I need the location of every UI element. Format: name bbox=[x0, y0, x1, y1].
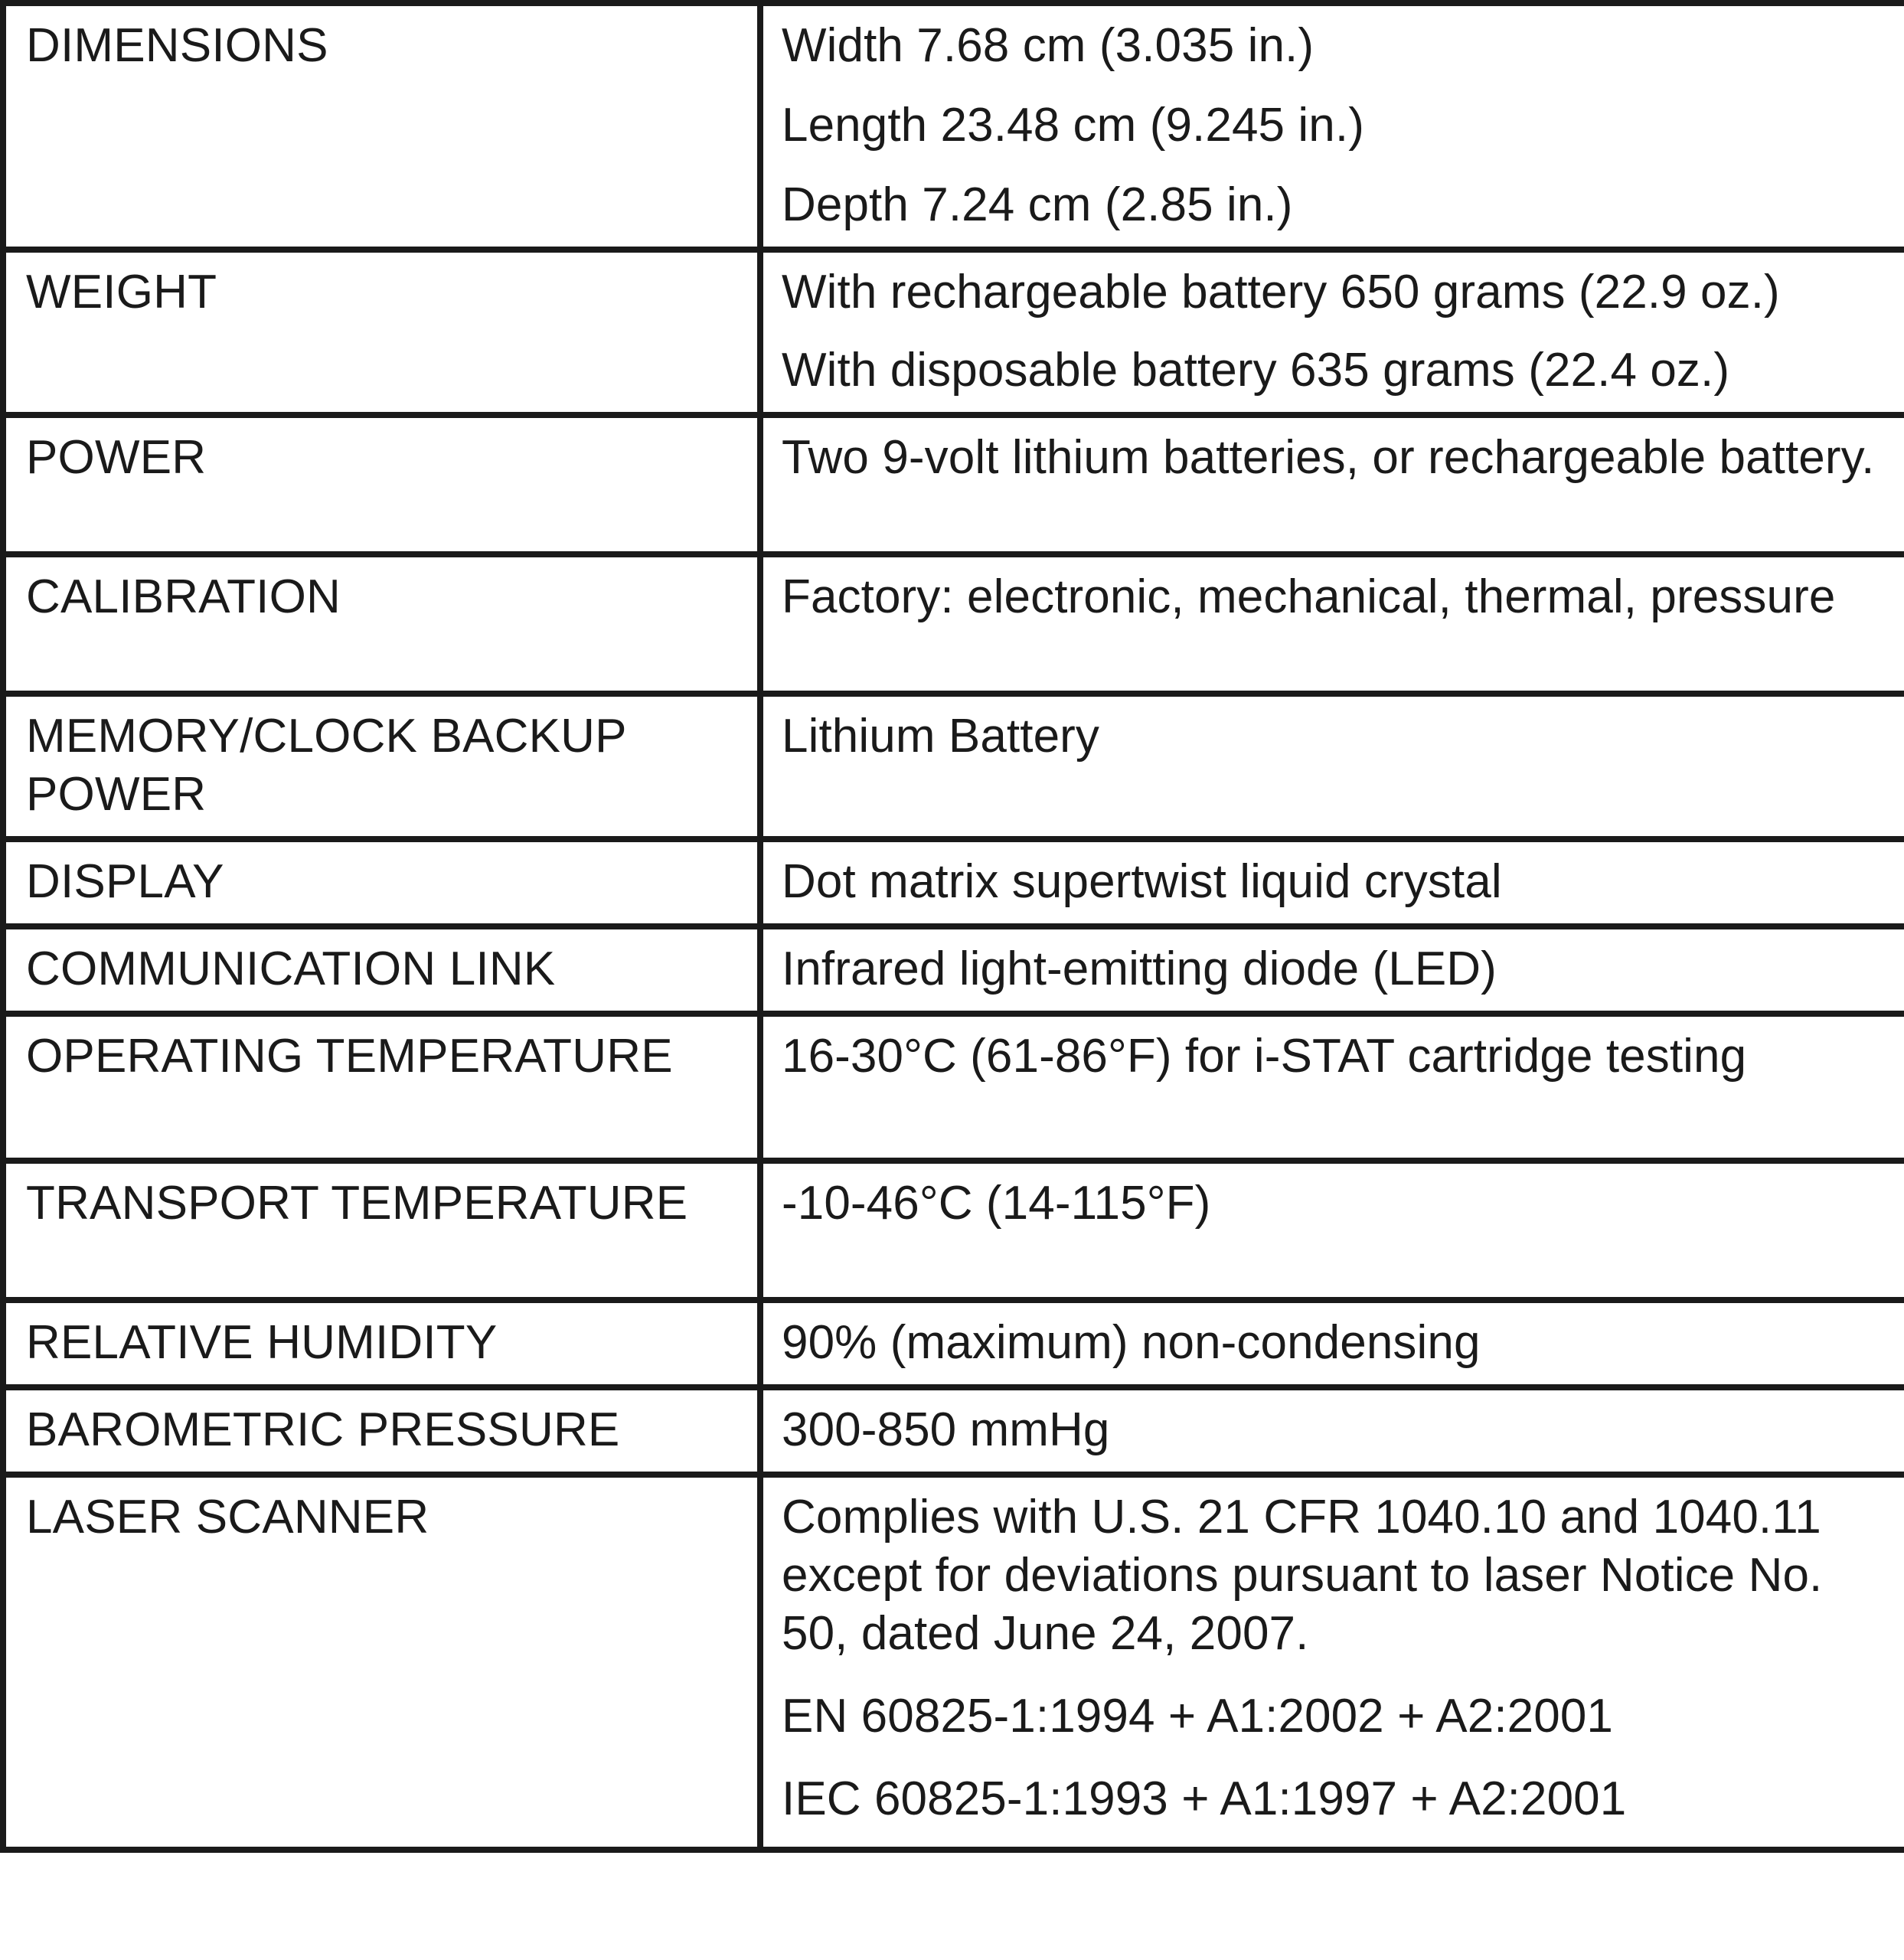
spec-value-line: IEC 60825-1:1993 + A1:1997 + A2:2001 bbox=[782, 1772, 1627, 1825]
spec-label-cell bbox=[3, 250, 760, 415]
table-row bbox=[3, 1300, 1904, 1387]
spec-label: MEMORY/CLOCK BACKUP POWER bbox=[26, 710, 626, 821]
spec-value-line: Two 9-volt lithium batteries, or rechargeable battery. bbox=[782, 431, 1875, 484]
spec-label-cell bbox=[3, 839, 760, 926]
table-row bbox=[3, 694, 1904, 839]
spec-label-cell bbox=[3, 694, 760, 839]
specifications-table-body bbox=[3, 3, 1904, 1850]
spec-value-line: 300-850 mmHg bbox=[782, 1403, 1110, 1456]
table-row bbox=[3, 1161, 1904, 1300]
spec-label-cell bbox=[3, 1014, 760, 1161]
spec-value-cell bbox=[760, 694, 1904, 839]
spec-label: TRANSPORT TEMPERATURE bbox=[26, 1177, 688, 1230]
table-row bbox=[3, 554, 1904, 694]
spec-value-line: Length 23.48 cm (9.245 in.) bbox=[782, 99, 1364, 152]
spec-label: BAROMETRIC PRESSURE bbox=[26, 1403, 620, 1456]
table-row bbox=[3, 1475, 1904, 1850]
spec-value-cell bbox=[760, 1014, 1904, 1161]
spec-label: WEIGHT bbox=[26, 266, 217, 318]
spec-value-cell bbox=[760, 1161, 1904, 1300]
spec-label: LASER SCANNER bbox=[26, 1491, 429, 1544]
spec-label-cell bbox=[3, 1161, 760, 1300]
spec-label: RELATIVE HUMIDITY bbox=[26, 1316, 498, 1369]
spec-value-line: Depth 7.24 cm (2.85 in.) bbox=[782, 178, 1293, 231]
table-row bbox=[3, 1387, 1904, 1475]
spec-label: POWER bbox=[26, 431, 207, 484]
spec-value-cell bbox=[760, 554, 1904, 694]
spec-value-cell bbox=[760, 1387, 1904, 1475]
spec-label-cell bbox=[3, 3, 760, 250]
spec-value-line: EN 60825-1:1994 + A1:2002 + A2:2001 bbox=[782, 1690, 1613, 1743]
spec-value-line: With rechargeable battery 650 grams (22.9 oz.) bbox=[782, 266, 1780, 318]
spec-value-line: Width 7.68 cm (3.035 in.) bbox=[782, 19, 1315, 72]
spec-value-line: 16-30°C (61-86°F) for i-STAT cartridge testing bbox=[782, 1030, 1747, 1083]
spec-label-cell bbox=[3, 1387, 760, 1475]
spec-label: CALIBRATION bbox=[26, 570, 341, 623]
spec-label-cell bbox=[3, 415, 760, 554]
spec-value-cell bbox=[760, 415, 1904, 554]
spec-label-cell bbox=[3, 1300, 760, 1387]
table-row bbox=[3, 1014, 1904, 1161]
table-row bbox=[3, 415, 1904, 554]
table-row bbox=[3, 3, 1904, 250]
spec-label: DISPLAY bbox=[26, 855, 224, 908]
spec-label-cell bbox=[3, 554, 760, 694]
spec-value-cell bbox=[760, 1300, 1904, 1387]
spec-value-cell bbox=[760, 250, 1904, 415]
spec-value-cell bbox=[760, 926, 1904, 1014]
spec-value-line: Lithium Battery bbox=[782, 710, 1100, 763]
table-row bbox=[3, 839, 1904, 926]
spec-value-line: Factory: electronic, mechanical, thermal, pressure bbox=[782, 570, 1836, 623]
spec-label-cell bbox=[3, 1475, 760, 1850]
spec-value-line: Dot matrix supertwist liquid crystal bbox=[782, 855, 1502, 908]
spec-label: OPERATING TEMPERATURE bbox=[26, 1030, 673, 1083]
table-row bbox=[3, 926, 1904, 1014]
spec-label: DIMENSIONS bbox=[26, 19, 328, 72]
spec-value-cell bbox=[760, 1475, 1904, 1850]
spec-value-line: 90% (maximum) non-condensing bbox=[782, 1316, 1481, 1369]
spec-value-line: -10-46°C (14-115°F) bbox=[782, 1177, 1211, 1230]
spec-value-cell bbox=[760, 3, 1904, 250]
spec-label: COMMUNICATION LINK bbox=[26, 942, 556, 995]
spec-value-cell bbox=[760, 839, 1904, 926]
table-row bbox=[3, 250, 1904, 415]
spec-value-line: Infrared light-emitting diode (LED) bbox=[782, 942, 1497, 995]
spec-value-line: Complies with U.S. 21 CFR 1040.10 and 1040.11 except for deviations pursuant to laser Notice No. 50, dated June 24, 2007. bbox=[782, 1491, 1823, 1660]
spec-value-line: With disposable battery 635 grams (22.4 oz.) bbox=[782, 344, 1730, 397]
spec-label-cell bbox=[3, 926, 760, 1014]
